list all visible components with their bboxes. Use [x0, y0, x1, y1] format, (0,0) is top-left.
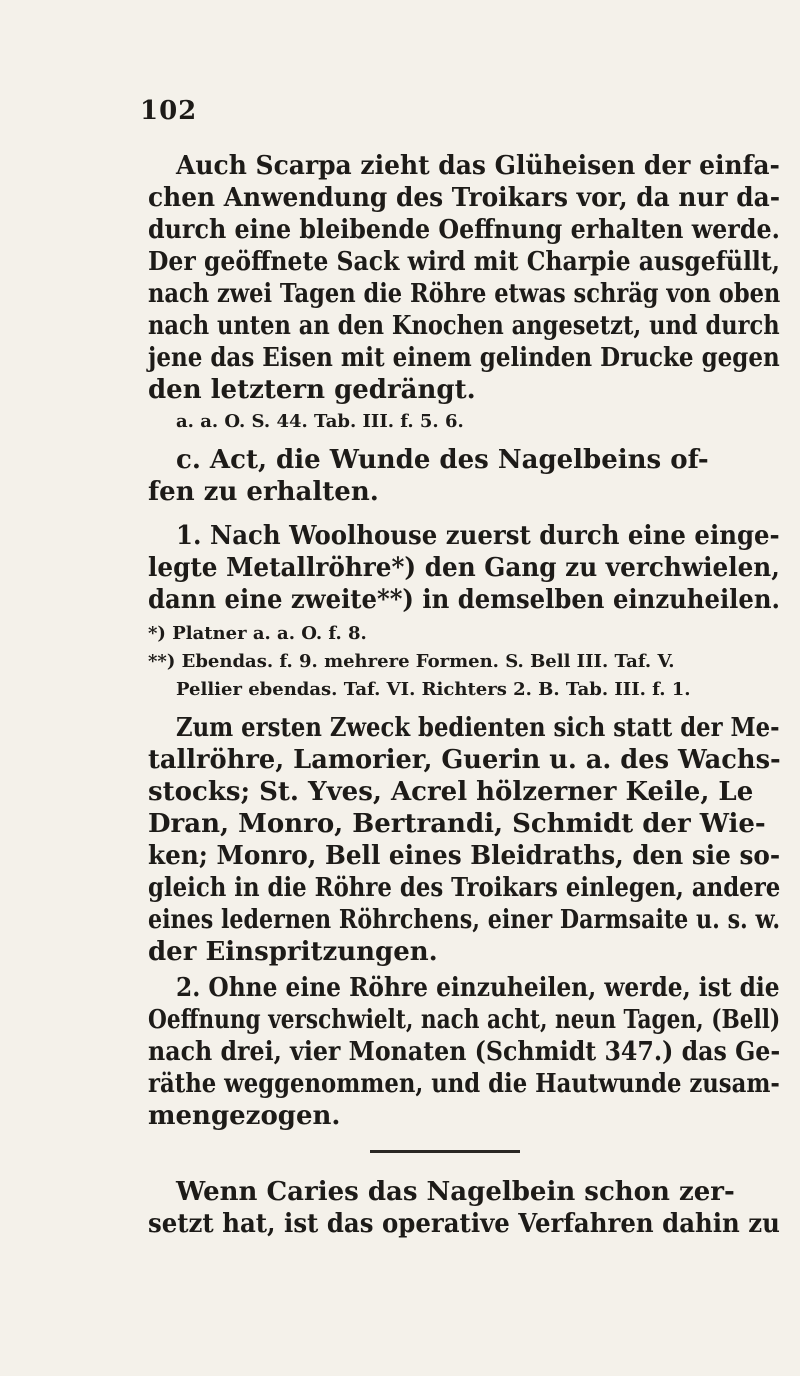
- text-line: legte Metallröhre*) den Gang zu verchwielen,: [148, 553, 780, 583]
- text-line: gleich in die Röhre des Troikars einlegen, andere: [148, 873, 781, 903]
- text-line: eines ledernen Röhrchens, einer Darmsaite u. s. w.: [148, 905, 781, 935]
- text-line: dann eine zweite**) in demselben einzuheilen.: [148, 585, 781, 615]
- text-line: 1. Nach Woolhouse zuerst durch eine einge-: [176, 521, 780, 551]
- text-line: setzt hat, ist das operative Verfahren dahin zu: [148, 1209, 780, 1239]
- section-heading: fen zu erhalten.: [148, 477, 379, 507]
- text-line: nach zwei Tagen die Röhre etwas schräg von oben: [148, 279, 781, 309]
- citation-line: a. a. O. S. 44. Tab. III. f. 5. 6.: [176, 411, 464, 432]
- text-line: stocks; St. Yves, Acrel hölzerner Keile, Le: [148, 777, 754, 807]
- text-line: räthe weggenommen, und die Hautwunde zusam-: [148, 1069, 780, 1099]
- text-line: jene das Eisen mit einem gelinden Drucke gegen: [148, 343, 780, 373]
- text-line: Wenn Caries das Nagelbein schon zer-: [176, 1177, 735, 1207]
- text-line: tallröhre, Lamorier, Guerin u. a. des Wachs-: [148, 745, 781, 775]
- footnote-line: *) Platner a. a. O. f. 8.: [148, 623, 367, 644]
- footnote-line: **) Ebendas. f. 9. mehrere Formen. S. Bell III. Taf. V.: [148, 651, 675, 672]
- text-line: mengezogen.: [148, 1101, 341, 1131]
- text-line: ken; Monro, Bell eines Bleidraths, den sie so-: [148, 841, 781, 871]
- section-divider: [370, 1150, 520, 1153]
- text-line: durch eine bleibende Oeffnung erhalten werde.: [148, 215, 780, 245]
- text-line: Dran, Monro, Bertrandi, Schmidt der Wie-: [148, 809, 766, 839]
- section-heading: c. Act, die Wunde des Nagelbeins of-: [176, 445, 709, 475]
- text-line: nach drei, vier Monaten (Schmidt 347.) das Ge-: [148, 1037, 781, 1067]
- text-line: nach unten an den Knochen angesetzt, und durch: [148, 311, 780, 341]
- text-line: 2. Ohne eine Röhre einzuheilen, werde, ist die: [176, 973, 780, 1003]
- text-line: der Einspritzungen.: [148, 937, 438, 967]
- text-line: Oeffnung verschwielt, nach acht, neun Tagen, (Bell): [148, 1005, 781, 1035]
- text-line: Der geöffnete Sack wird mit Charpie ausgefüllt,: [148, 247, 780, 277]
- text-line: Zum ersten Zweck bedienten sich statt der Me-: [176, 713, 780, 743]
- text-line: Auch Scarpa zieht das Glüheisen der einfa-: [176, 151, 780, 181]
- text-line: den letztern gedrängt.: [148, 375, 476, 405]
- page-number: 102: [140, 96, 198, 126]
- text-line: chen Anwendung des Troikars vor, da nur da-: [148, 183, 781, 213]
- footnote-line: Pellier ebendas. Taf. VI. Richters 2. B. Tab. III. f. 1.: [176, 679, 691, 700]
